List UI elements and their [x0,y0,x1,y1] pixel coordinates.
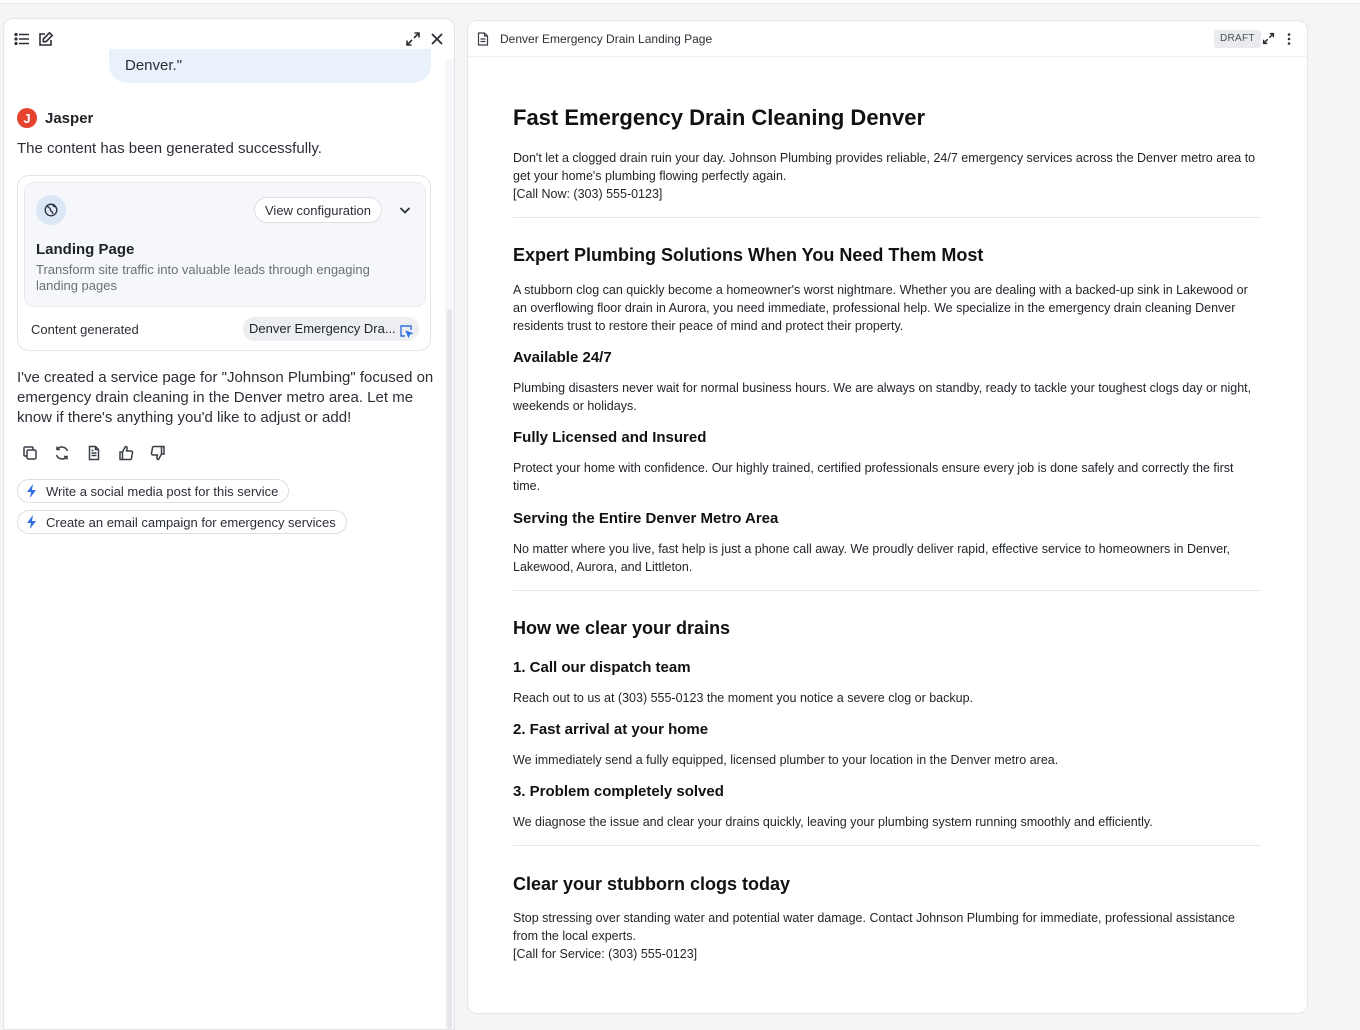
step-heading: 3. Problem completely solved [513,783,724,800]
feature-paragraph: Protect your home with confidence. Our highly trained, certified professionals ensure every job is done safely and correctly the first time. [513,461,1234,493]
card-title: Landing Page [36,241,135,258]
step-heading: 1. Call our dispatch team [513,659,691,676]
lightning-icon [26,515,38,529]
chevron-down-icon[interactable] [395,200,415,220]
document-title: Denver Emergency Drain Landing Page [500,32,713,46]
user-message-text: Denver." [125,57,183,74]
feature-heading: Available 24/7 [513,349,612,366]
scrollbar-thumb[interactable] [447,309,452,1029]
content-chip[interactable] [243,317,419,341]
section-paragraph: A stubborn clog can quickly become a homeowner's worst nightmare. Whether you are dealing with a backed-up sink in Lakewood or an overflowing floor drain in Aurora, you need immediate, professional help. We specialize in the emergency drain cleaning Denver residents trust to restore their peace of mind and protect their property. [513,283,1248,333]
feature-heading: Fully Licensed and Insured [513,429,707,446]
intro-paragraph: Don't let a clogged drain ruin your day. Johnson Plumbing provides reliable, 24/7 emergency services across the Denver metro area to get your home's plumbing flowing perfectly again. [513,151,1256,183]
feature-heading: Serving the Entire Denver Metro Area [513,510,779,527]
section-heading: Clear your stubborn clogs today [513,874,791,894]
edit-icon[interactable] [37,30,55,48]
thumbs-down-icon[interactable] [150,443,182,463]
expand-icon[interactable] [1262,32,1275,50]
feature-paragraph: Plumbing disasters never wait for normal business hours. We are always on standby, ready to tackle your toughest clogs day or night, weekends or holidays. [513,381,1252,413]
divider [513,590,1261,591]
step-paragraph: We immediately send a fully equipped, licensed plumber to your location in the Denver metro area. [513,753,1059,767]
document-panel [467,20,1308,1014]
document-icon[interactable] [86,443,118,463]
user-message-bubble [109,49,431,83]
close-icon[interactable] [428,30,446,48]
lightning-icon [26,484,38,498]
assistant-header [17,108,93,128]
section-heading: Expert Plumbing Solutions When You Need Them Most [513,245,984,265]
content-chip-label: Denver Emergency Dra... [249,321,396,336]
status-badge: DRAFT [1214,30,1261,48]
document-header [468,21,1307,57]
chat-scrollbar[interactable] [445,59,454,1030]
content-generated-label: Content generated [31,322,139,337]
page-heading: Fast Emergency Drain Cleaning Denver [513,105,926,130]
divider [513,845,1261,846]
step-paragraph: Reach out to us at (303) 555-0123 the moment you notice a severe clog or backup. [513,691,973,705]
section-heading: How we clear your drains [513,618,731,638]
list-icon[interactable] [13,30,31,48]
message-actions [22,443,182,463]
divider [513,217,1261,218]
suggestion-social-post[interactable] [17,479,289,503]
regenerate-icon[interactable] [54,443,86,463]
section-paragraph: Stop stressing over standing water and potential water damage. Contact Johnson Plumbing for immediate, professional assistance from the local experts. [513,911,1235,943]
feature-paragraph: No matter where you live, fast help is just a phone call away. We proudly deliver rapid, effective service to homeowners in Denver, Lakewood, Aurora, and Littleton. [513,542,1231,574]
assistant-reply: I've created a service page for "Johnson Plumbing" focused on emergency drain cleaning in the Denver metro area. Let me know if there's anything you'd like to adjust or add! [17,369,434,426]
expand-icon[interactable] [404,30,422,48]
closing-cta: [Call for Service: (303) 555-0123] [513,947,698,961]
view-configuration-button[interactable]: View configuration [254,197,382,223]
assistant-name: Jasper [45,109,94,127]
copy-icon[interactable] [22,443,54,463]
document-icon [477,32,489,51]
suggestion-label: Create an email campaign for emergency services [46,514,336,530]
step-paragraph: We diagnose the issue and clear your drains quickly, leaving your plumbing system running smoothly and efficiently. [513,815,1153,829]
more-options-icon[interactable] [1286,32,1292,51]
open-document-icon[interactable] [399,322,413,336]
top-bar [0,0,1360,4]
intro-cta: [Call Now: (303) 555-0123] [513,187,663,201]
content-card [17,175,431,351]
success-message: The content has been generated successfully. [17,140,322,157]
chat-panel [3,18,455,1030]
globe-icon [36,195,66,225]
suggestion-email-campaign[interactable] [17,510,347,534]
thumbs-up-icon[interactable] [118,443,150,463]
suggestion-label: Write a social media post for this service [46,483,279,499]
card-config-section [24,182,426,307]
step-heading: 2. Fast arrival at your home [513,721,709,738]
card-description: Transform site traffic into valuable leads through engaging landing pages [36,262,370,293]
jasper-logo-icon: J [17,108,37,128]
